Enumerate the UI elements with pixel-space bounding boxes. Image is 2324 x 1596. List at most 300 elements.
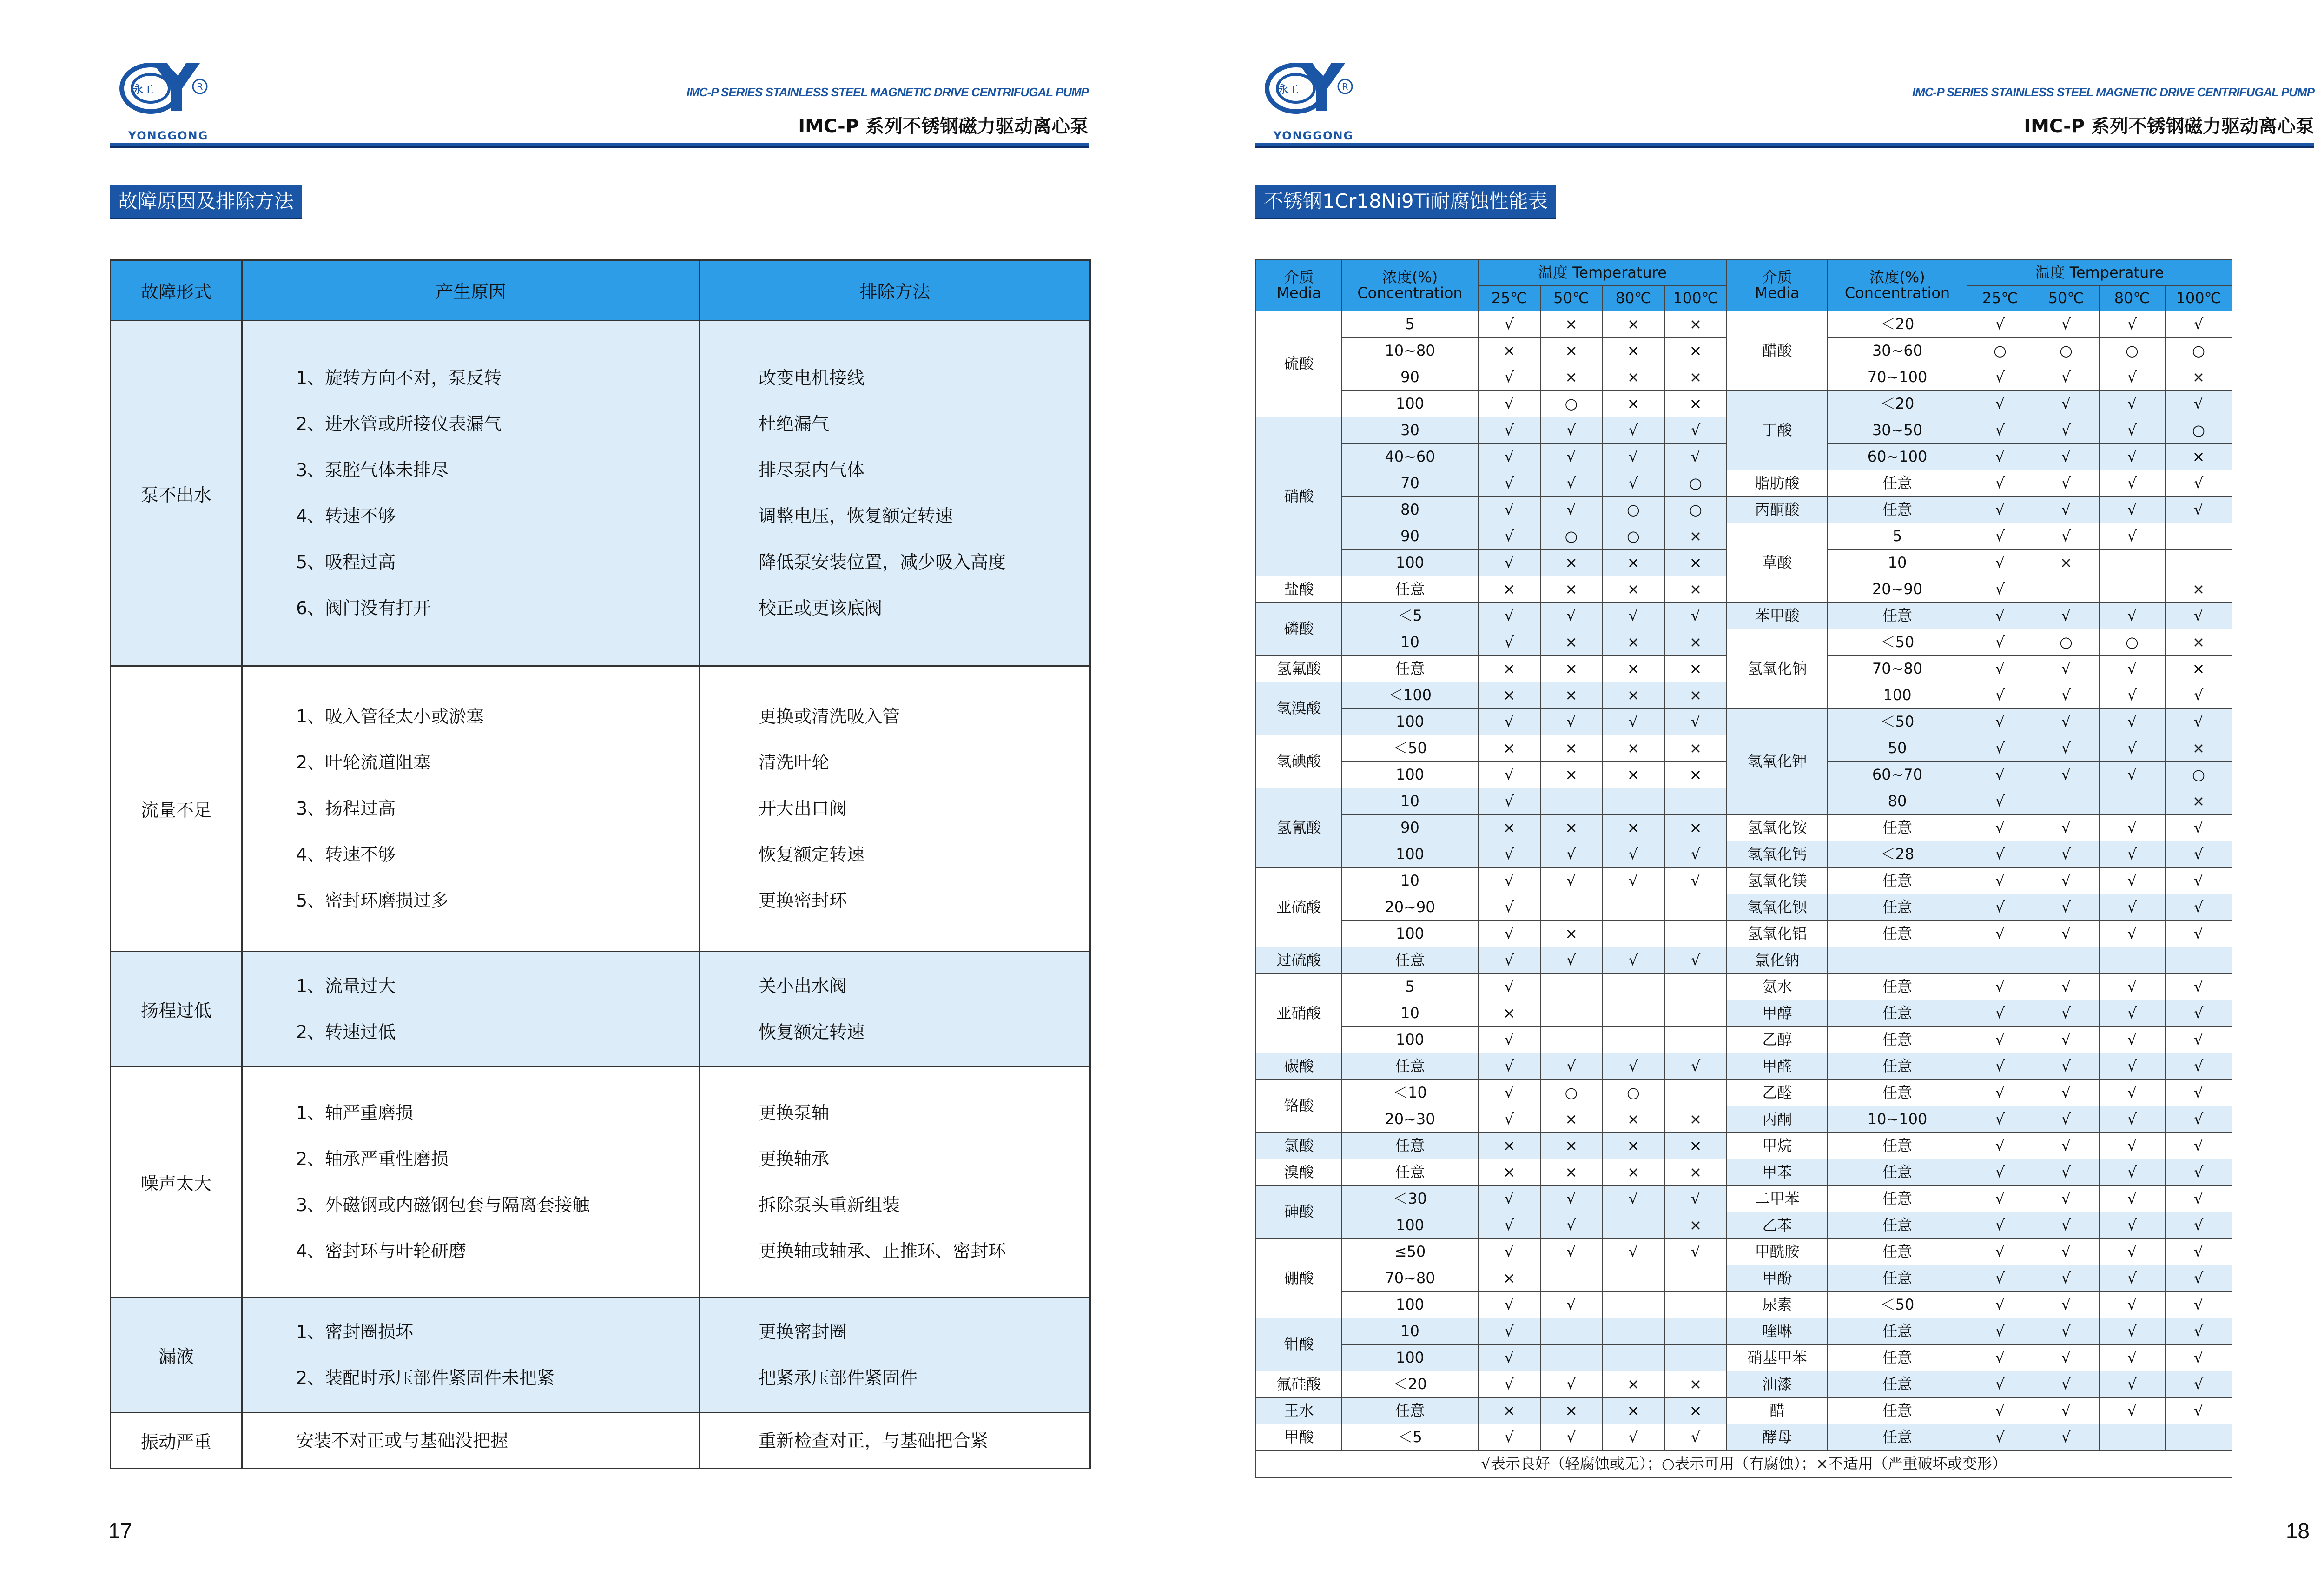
rating-t25-cell: √ [1967,815,2033,841]
concentration-value: 10 [1342,629,1478,656]
rating-t80-cell [2099,947,2165,973]
temp-100-header: 100℃ [1664,285,1727,311]
rating-t100-cell: × [1664,576,1727,603]
rating-t50-cell: × [1540,656,1602,682]
cause-item: 2、进水管或所接仪表漏气 [296,414,502,434]
rating-t80-cell: × [1602,550,1664,576]
media-name: 苯甲酸 [1727,603,1828,629]
rating-t25-cell: √ [1967,1079,2033,1106]
concentration-value: 90 [1342,815,1478,841]
cause-item: 5、吸程过高 [296,552,396,572]
remedy-item: 更换泵轴 [759,1102,830,1123]
rating-t80-cell [1602,973,1664,1000]
corrosion-row [1256,1344,2232,1371]
rating-t100-cell: √ [2165,868,2232,894]
rating-t25-cell: √ [1478,973,1540,1000]
rating-t80-cell [1602,1000,1664,1026]
rating-t50-cell: × [1540,629,1602,656]
concentration-value: 90 [1342,523,1478,550]
fault-category: 扬程过低 [111,952,242,1067]
rating-t50-cell: √ [2033,682,2099,709]
corrosion-row [1256,973,2232,1000]
rating-t80-cell: √ [2099,1132,2165,1159]
concentration-value: 任意 [1342,1053,1478,1079]
rating-t100-cell: √ [2165,603,2232,629]
cause-item: 2、转速过低 [296,1021,396,1042]
rating-t25-cell: √ [1478,1026,1540,1053]
concentration-value: 任意 [1828,1185,1967,1212]
rating-t50-cell: √ [2033,1132,2099,1159]
rating-t50-cell: √ [2033,735,2099,762]
rating-t80-cell: × [1602,1159,1664,1185]
rating-t50-cell: √ [2033,709,2099,735]
rating-t100-cell: √ [1664,947,1727,973]
media-name: 甲醛 [1727,1053,1828,1079]
concentration-value: 任意 [1342,1159,1478,1185]
cause-item: 1、密封圈损坏 [296,1321,414,1342]
rating-t100-cell: × [2165,788,2232,815]
rating-t100-cell: ○ [2165,338,2232,364]
rating-t80-cell: √ [2099,1238,2165,1265]
concentration-value: 100 [1342,391,1478,417]
rating-t100-cell: √ [2165,1106,2232,1132]
rating-t25-cell: √ [1967,868,2033,894]
rating-t80-cell: × [1602,364,1664,391]
rating-t80-cell [1602,1212,1664,1238]
rating-t50-cell: ○ [1540,391,1602,417]
concentration-value: 任意 [1828,1159,1967,1185]
media-name: 丁酸 [1727,391,1828,470]
fault-category: 噪声太大 [111,1067,242,1298]
rating-t50-cell: √ [2033,894,2099,921]
rating-t100-cell: ○ [2165,762,2232,788]
remedy-item: 调整电压，恢复额定转速 [759,506,953,526]
yonggong-logo [1262,60,1383,148]
corrosion-row [1256,1000,2232,1026]
rating-t100-cell: √ [1664,1238,1727,1265]
rating-t80-cell: × [1602,338,1664,364]
rating-t80-cell: ○ [2099,629,2165,656]
rating-t50-cell: ○ [1540,1079,1602,1106]
rating-t80-cell: √ [2099,1106,2165,1132]
rating-t50-cell: × [1540,815,1602,841]
rating-t50-cell: × [1540,682,1602,709]
cause-item: 2、轴承严重性磨损 [296,1148,449,1169]
rating-t25-cell: √ [1478,523,1540,550]
concentration-value: 任意 [1342,1132,1478,1159]
rating-t80-cell: √ [2099,973,2165,1000]
corrosion-row [1256,947,2232,973]
rating-t80-cell [1602,1318,1664,1344]
rating-t80-cell [1602,921,1664,947]
rating-t100-cell [1664,1344,1727,1371]
yonggong-logo-mark [117,60,210,129]
rating-t100-cell: √ [2165,1344,2232,1371]
rating-t50-cell: √ [1540,444,1602,470]
concentration-value: 任意 [1828,973,1967,1000]
concentration-value: 任意 [1828,894,1967,921]
rating-t25-cell: × [1478,656,1540,682]
rating-t80-cell: √ [1602,1238,1664,1265]
corrosion-row [1256,894,2232,921]
rating-t100-cell: √ [1664,1424,1727,1450]
remedy-item: 更换密封圈 [759,1321,847,1342]
rating-t50-cell: √ [1540,841,1602,868]
rating-t80-cell: √ [1602,444,1664,470]
rating-t80-cell: × [1602,815,1664,841]
rating-t50-cell [1540,788,1602,815]
rating-t80-cell: √ [1602,709,1664,735]
remedy-cell [700,952,1090,1067]
media-name: 甲酰胺 [1727,1238,1828,1265]
rating-t25-cell: √ [1478,1291,1540,1318]
rating-t50-cell: √ [2033,444,2099,470]
concentration-value: 10~100 [1828,1106,1967,1132]
concentration-value: 100 [1828,682,1967,709]
rating-t25-cell: √ [1478,1371,1540,1397]
column-header: 排除方法 [700,260,1090,321]
concentration-value: 20~90 [1342,894,1478,921]
remedy-item: 恢复额定转速 [759,1021,865,1042]
rating-t25-cell: √ [1967,1397,2033,1424]
rating-t100-cell: × [2165,576,2232,603]
rating-t25-cell: √ [1478,1079,1540,1106]
rating-t25-cell: √ [1967,576,2033,603]
concentration-value [1828,947,1967,973]
concentration-value: 5 [1342,311,1478,338]
concentration-value: 任意 [1828,1424,1967,1450]
rating-t25-cell: √ [1967,1159,2033,1185]
rating-t100-cell: √ [2165,841,2232,868]
concentration-header: 浓度(%) Concentration [1828,260,1967,311]
concentration-value: 100 [1342,1291,1478,1318]
media-name: 乙醛 [1727,1079,1828,1106]
concentration-value: 30 [1342,417,1478,444]
rating-t25-cell: √ [1478,497,1540,523]
rating-t25-cell: √ [1967,1238,2033,1265]
remedy-cell [700,321,1090,666]
corrosion-row [1256,815,2232,841]
corrosion-row [1256,391,2232,417]
rating-t25-cell: √ [1478,1106,1540,1132]
rating-t25-cell: × [1478,735,1540,762]
corrosion-row [1256,1424,2232,1450]
corrosion-row [1256,1132,2232,1159]
rating-t50-cell: × [1540,364,1602,391]
concentration-value: 任意 [1828,1132,1967,1159]
yonggong-logo-mark [1262,60,1355,129]
media-name: 甲酸 [1256,1424,1342,1450]
concentration-value: 70 [1342,470,1478,497]
rating-t80-cell: √ [2099,1053,2165,1079]
remedy-item: 更换密封环 [759,890,847,911]
concentration-value: 60~100 [1828,444,1967,470]
rating-t100-cell: ○ [2165,417,2232,444]
rating-t50-cell [1540,1265,1602,1291]
fault-group-row [111,952,1090,1067]
rating-t80-cell: √ [1602,1185,1664,1212]
svg-text:永工: 永工 [133,84,154,96]
concentration-value: 任意 [1828,497,1967,523]
rating-t25-cell: √ [1967,1265,2033,1291]
section-title: 不锈钢1Cr18Ni9Ti耐腐蚀性能表 [1255,185,1556,219]
rating-t50-cell: √ [2033,815,2099,841]
rating-t25-cell: √ [1967,762,2033,788]
corrosion-row [1256,1212,2232,1238]
rating-t80-cell: √ [2099,1185,2165,1212]
rating-t80-cell: √ [2099,497,2165,523]
rating-t25-cell: √ [1478,603,1540,629]
rating-t80-cell: √ [2099,1026,2165,1053]
rating-t50-cell: × [1540,338,1602,364]
rating-t25-cell: √ [1478,444,1540,470]
concentration-value: 任意 [1342,576,1478,603]
rating-t80-cell: √ [2099,1000,2165,1026]
temp-80-header: 80℃ [1602,285,1664,311]
rating-t100-cell: √ [1664,1053,1727,1079]
remedy-item: 把紧承压部件紧固件 [759,1367,918,1388]
remedy-item: 改变电机接线 [759,368,865,388]
rating-t50-cell: √ [1540,1291,1602,1318]
remedy-item: 拆除泵头重新组装 [759,1194,900,1215]
rating-t80-cell: √ [1602,841,1664,868]
rating-t50-cell: √ [2033,841,2099,868]
rating-t50-cell: √ [1540,417,1602,444]
rating-t25-cell: √ [1478,921,1540,947]
rating-t100-cell: √ [1664,841,1727,868]
svg-text:R: R [1342,81,1348,93]
rating-t80-cell: √ [2099,470,2165,497]
rating-t100-cell [1664,1026,1727,1053]
rating-t80-cell: × [1602,311,1664,338]
rating-t25-cell: × [1478,1397,1540,1424]
rating-t25-cell: √ [1478,1424,1540,1450]
rating-t25-cell: × [1478,1159,1540,1185]
concentration-value: 5 [1828,523,1967,550]
fault-category: 泵不出水 [111,321,242,666]
rating-t50-cell: ○ [1540,523,1602,550]
rating-t100-cell: √ [2165,1291,2232,1318]
rating-t100-cell: × [1664,1132,1727,1159]
rating-t25-cell: √ [1478,1344,1540,1371]
rating-t25-cell: √ [1478,1053,1540,1079]
rating-t25-cell: × [1478,576,1540,603]
rating-t80-cell: ○ [1602,497,1664,523]
rating-t100-cell: √ [2165,1212,2232,1238]
rating-t25-cell: √ [1478,709,1540,735]
fault-group-row [111,1413,1090,1469]
rating-t50-cell: × [1540,311,1602,338]
rating-t100-cell: × [1664,364,1727,391]
rating-t100-cell: √ [2165,1371,2232,1397]
rating-t100-cell: × [1664,629,1727,656]
media-name: 氢氧化钙 [1727,841,1828,868]
cause-item: 4、转速不够 [296,844,396,865]
fault-table [110,259,1091,1469]
media-name: 氯酸 [1256,1132,1342,1159]
rating-t100-cell: × [1664,1212,1727,1238]
concentration-value: 任意 [1828,1026,1967,1053]
media-name: 过硫酸 [1256,947,1342,973]
concentration-value: 10 [1342,1000,1478,1026]
rating-t100-cell: √ [2165,709,2232,735]
media-name: 酵母 [1727,1424,1828,1450]
concentration-value: 100 [1342,921,1478,947]
cause-cell [242,321,700,666]
rating-t50-cell: √ [2033,656,2099,682]
rating-t100-cell: × [1664,311,1727,338]
media-name: 氢碘酸 [1256,735,1342,788]
corrosion-row [1256,311,2232,338]
concentration-value: 任意 [1342,1397,1478,1424]
cause-item: 6、阀门没有打开 [296,598,431,618]
media-name: 王水 [1256,1397,1342,1424]
rating-t80-cell [2099,576,2165,603]
rating-t50-cell [1540,894,1602,921]
rating-t100-cell [2165,550,2232,576]
remedy-item: 排尽泵内气体 [759,460,865,480]
rating-t50-cell: × [1540,735,1602,762]
temp-25-header: 25℃ [1967,285,2033,311]
cause-item: 安装不对正或与基础没把握 [296,1430,508,1451]
concentration-value: 任意 [1828,470,1967,497]
rating-t100-cell: √ [2165,470,2232,497]
rating-t80-cell [1602,894,1664,921]
rating-t50-cell: √ [2033,762,2099,788]
rating-t50-cell: √ [2033,603,2099,629]
rating-t80-cell: √ [2099,1291,2165,1318]
rating-t80-cell: √ [2099,682,2165,709]
cause-item: 1、轴严重磨损 [296,1102,414,1123]
media-name: 甲烷 [1727,1132,1828,1159]
rating-t25-cell: √ [1478,391,1540,417]
header-rule [1255,143,2314,148]
rating-t50-cell: √ [2033,1318,2099,1344]
rating-t80-cell: √ [1602,947,1664,973]
rating-t25-cell: √ [1967,709,2033,735]
rating-t50-cell: √ [2033,1238,2099,1265]
rating-t100-cell: √ [1664,1185,1727,1212]
rating-t50-cell: ○ [2033,629,2099,656]
rating-t100-cell: √ [2165,1238,2232,1265]
media-name: 油漆 [1727,1371,1828,1397]
rating-t80-cell: √ [2099,1397,2165,1424]
corrosion-row [1256,868,2232,894]
rating-t100-cell: √ [2165,1397,2232,1424]
rating-t50-cell: √ [2033,868,2099,894]
rating-t80-cell: √ [2099,815,2165,841]
rating-t50-cell: × [1540,1106,1602,1132]
rating-t80-cell: √ [2099,1344,2165,1371]
rating-t100-cell: √ [2165,311,2232,338]
rating-t25-cell: √ [1967,497,2033,523]
concentration-value: ＜50 [1828,1291,1967,1318]
rating-t25-cell: √ [1967,1053,2033,1079]
rating-t100-cell: √ [1664,709,1727,735]
rating-t80-cell: × [1602,391,1664,417]
media-name: 氯化钠 [1727,947,1828,973]
rating-t25-cell: √ [1478,947,1540,973]
rating-t100-cell [2165,947,2232,973]
column-header: 故障形式 [111,260,242,321]
rating-t100-cell [1664,1318,1727,1344]
series-title-en: IMC-P SERIES STAINLESS STEEL MAGNETIC DRIVE CENTRIFUGAL PUMP [686,85,1089,99]
media-name: 氟硅酸 [1256,1371,1342,1397]
concentration-value: ＜20 [1828,391,1967,417]
corrosion-row [1256,1291,2232,1318]
rating-t80-cell: √ [2099,523,2165,550]
rating-t80-cell: √ [2099,921,2165,947]
media-name: 砷酸 [1256,1185,1342,1238]
rating-t100-cell: √ [2165,1185,2232,1212]
rating-t80-cell: √ [2099,894,2165,921]
corrosion-row [1256,841,2232,868]
rating-t25-cell: √ [1967,364,2033,391]
page-number: 17 [108,1519,132,1543]
fault-group-row [111,666,1090,952]
rating-t50-cell: √ [2033,1397,2099,1424]
rating-t100-cell: √ [2165,497,2232,523]
rating-t25-cell: √ [1967,682,2033,709]
rating-t80-cell: ○ [1602,1079,1664,1106]
rating-t80-cell: √ [2099,603,2165,629]
rating-t80-cell: √ [1602,1424,1664,1450]
rating-t80-cell: × [1602,629,1664,656]
media-name: 氢氧化镁 [1727,868,1828,894]
concentration-value: ＜5 [1342,1424,1478,1450]
rating-t50-cell: √ [1540,947,1602,973]
rating-t80-cell: √ [2099,762,2165,788]
rating-t100-cell [1664,921,1727,947]
rating-t80-cell: √ [2099,1371,2165,1397]
rating-t100-cell [1664,973,1727,1000]
cause-item: 1、吸入管径太小或淤塞 [296,706,484,727]
remedy-cell [700,1413,1090,1469]
remedy-item: 更换或清洗吸入管 [759,706,900,727]
concentration-value: 100 [1342,1026,1478,1053]
rating-t50-cell: √ [1540,603,1602,629]
rating-t50-cell: √ [2033,973,2099,1000]
rating-t25-cell: √ [1967,603,2033,629]
concentration-value: ＜50 [1342,735,1478,762]
concentration-value: ＜20 [1828,311,1967,338]
rating-t80-cell: ○ [1602,523,1664,550]
rating-t50-cell: √ [1540,868,1602,894]
concentration-value: 任意 [1828,603,1967,629]
rating-t50-cell: √ [2033,391,2099,417]
concentration-value: 任意 [1828,815,1967,841]
concentration-value: 20~90 [1828,576,1967,603]
corrosion-row [1256,921,2232,947]
cause-item: 2、叶轮流道阻塞 [296,752,431,773]
rating-t25-cell: × [1478,338,1540,364]
concentration-value: 任意 [1828,1079,1967,1106]
rating-t100-cell: √ [2165,1318,2232,1344]
rating-t50-cell [1540,973,1602,1000]
media-name: 氢氧化钠 [1727,629,1828,709]
corrosion-row [1256,1397,2232,1424]
rating-t100-cell: √ [2165,921,2232,947]
concentration-value: 30~50 [1828,417,1967,444]
rating-t100-cell: × [1664,682,1727,709]
rating-t50-cell: × [1540,576,1602,603]
fault-category: 流量不足 [111,666,242,952]
rating-t25-cell: √ [1478,868,1540,894]
rating-t100-cell: √ [2165,1265,2232,1291]
rating-t25-cell: √ [1967,735,2033,762]
concentration-value: ＜100 [1342,682,1478,709]
rating-t50-cell [1540,1318,1602,1344]
